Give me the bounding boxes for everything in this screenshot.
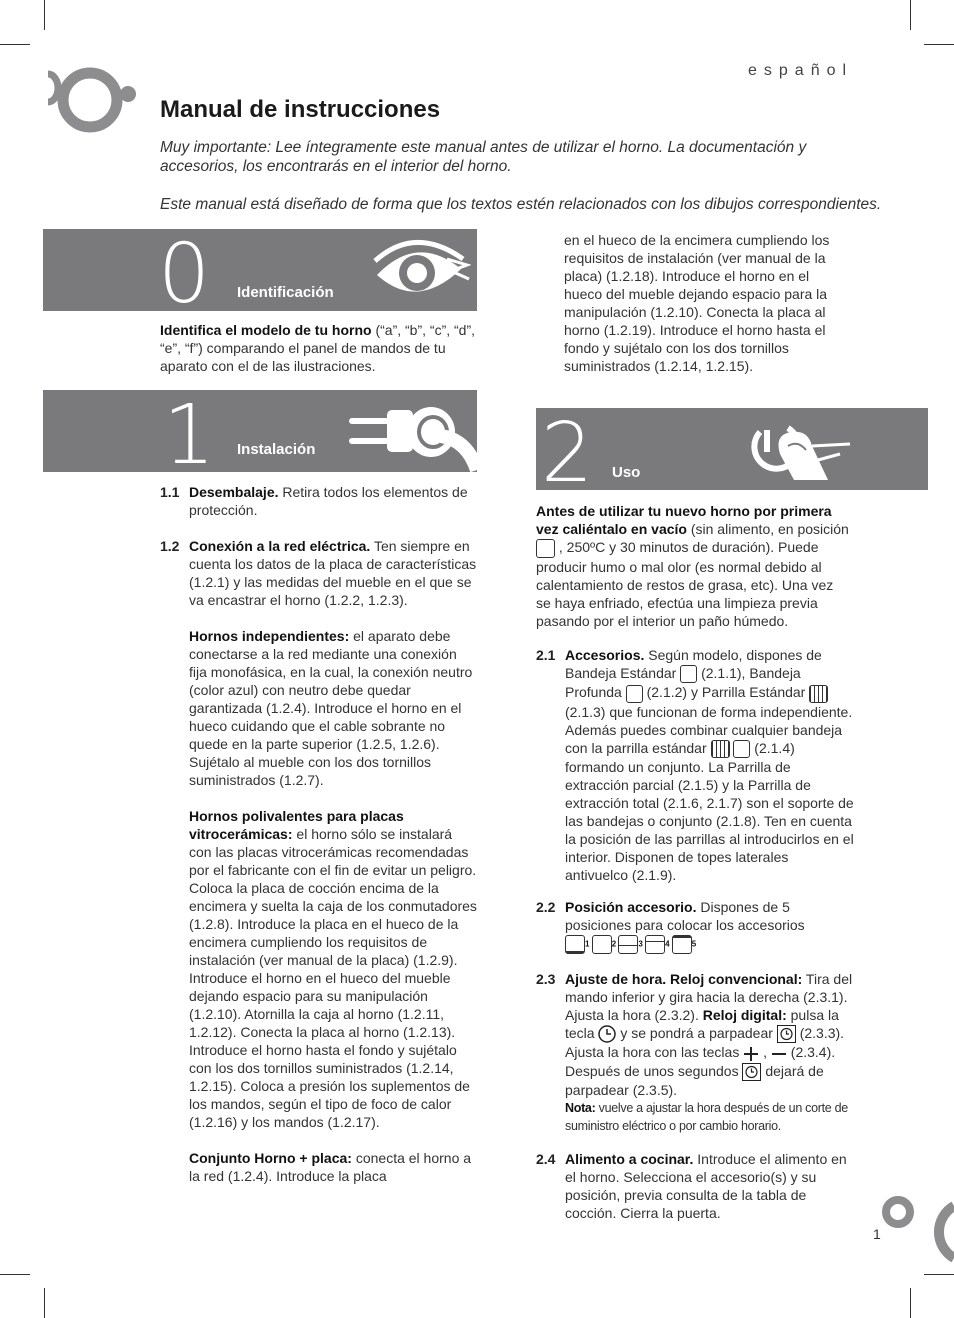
section-label: Identificación [237,284,334,301]
section-1-continuation: en el hueco de la encimera cumpliendo los requisitos de instalación (ver manual de la placa) (1.2.18). Introduce el horno en el hueco del mueble dejando espacio para la manipulación (1.2.10). Conecta la placa al horno (1.2.19). Introduce el horno hasta el fondo y sujétalo con los dos tornillos suministrados (1.2.14, 1.2.15). [564,232,830,374]
body-text: dejará de parpadear (2.3.5). [565,1062,824,1098]
item-title: Accesorios. [565,647,645,663]
body-text: Dispones de 5 posiciones para colocar los accesorios [565,899,805,933]
section-0-text [160,321,476,375]
section-label: Instalación [237,441,316,458]
standard-tray-icon [733,740,750,758]
crop-mark [924,44,954,45]
plus-icon [743,1046,759,1062]
body-text: (2.3.3). Ajusta la hora con las teclas [565,1025,845,1061]
body-text: , [759,1044,771,1061]
position-label: 3 [638,939,643,949]
clock-button-icon [598,1025,616,1043]
emphasis: Antes de utilizar tu nuevo horno por primera vez caliéntalo en vacío [536,503,832,537]
body-text: (2.3.4). Después de unos segundos [565,1044,836,1079]
position-icons [565,935,854,957]
item-2-3 [536,970,854,1135]
item-2-2 [536,898,854,957]
section-2-intro [536,502,850,630]
body-text: (“a”, “b”, “c”, “d”, “e”, “f”) comparando el panel de mandos de tu aparato con el de las ilustraciones. [160,322,476,374]
crop-mark [0,1274,30,1275]
brand-logo-fragment-icon [880,1192,954,1262]
body-text: conecta el horno a la red (1.2.4). Introduce la placa [189,1150,472,1184]
body-text: (2.1.4) formando un conjunto. La Parrilla de extracción parcial (2.1.5) y la Parrilla de extracción total (2.1.6, 2.1.7) son el soporte de las bandejas o conjunto (2.1.8). Ten en cuenta la posición de las parrillas al introducirlos en el interior. Disponen de topes laterales antivuelco (2.1.9). [565,739,854,883]
note [565,1099,854,1135]
shelf-position-icon [672,935,692,954]
position-label: 5 [691,939,697,949]
body-text: pulsa la tecla [565,1007,839,1041]
position-label: 1 [585,939,590,949]
eye-icon [371,239,471,303]
item-title: Desembalaje. [189,484,279,500]
section-banner-uso [536,408,928,490]
subheading: Hornos polivalentes para placas vitrocerámicas: [189,808,404,842]
subheading: Hornos independientes: [189,628,350,644]
body-text: Retira todos los elementos de protección. [189,484,468,518]
body-text: (2.1.3) que funcionan de forma independiente. Además puedes combinar cualquier bandeja con la parrilla estándar [565,703,853,756]
grill-rack-icon [711,740,730,758]
position-label: 2 [611,939,617,949]
body-text: el aparato debe conectarse a la red mediante una conexión fija monofásica, en la cual, la conexión neutro (color azul) con neutro debe quedar garantizada (1.2.4). Introduce el horno en el hueco cuidando que el cable sobrante no quede en la parte superior (1.2.5, 1.2.6). Sujétalo al mueble con los dos tornillos suministrados (1.2.7). [189,628,473,788]
crop-mark [910,0,911,30]
section-label: Uso [612,464,641,481]
intro-paragraph: Muy importante: Lee íntegramente este manual antes de utilizar el horno. La documentación y accesorios, los encontrarás en el interior del horno. [160,139,807,175]
section-number: 2 [541,408,594,490]
body-text: Introduce el alimento en el horno. Selecciona el accesorio(s) y su posición, previa consulta de la tabla de cocción. Cierra la puerta. [565,1151,847,1221]
item-number: 2.3 [536,971,556,987]
shelf-position-icon [592,935,612,954]
shelf-position-icon [565,935,585,954]
standard-tray-icon [680,665,697,683]
clock-display-icon [777,1025,796,1043]
item-number: 1.2 [160,538,180,554]
section-banner-identificacion [43,229,477,311]
body-text: el horno sólo se instalará con las placas vitrocerámicas recomendadas por el fabricante con el fin de evitar un peligro. Coloca la placa de cocción encima de la encimera y suelta la caja de los conmutadores (1.2.8). Introduce la placa en el hueco de la encimera cumpliendo los requisitos de instalación (ver manual de la placa) (1.2.9). Introduce el horno en el hueco del mueble dejando espacio para su manipulación (1.2.10). Atornilla la caja al horno (1.2.11, 1.2.12). Conecta la placa al horno (1.2.13). Introduce el horno hasta el fondo y sujétalo con los dos tornillos suministrados (1.2.14, 1.2.15). Coloca a presión los suplementos de los mandos, según el tipo de foco de calor (1.2.16) y los mandos (1.2.17). [189,826,477,1130]
note-label: Nota: [565,1100,596,1115]
crop-mark [44,0,45,30]
body-text: , 250ºC y 30 minutos de duración). Puede producir humo o mal olor (es normal debido al calentamiento de restos de grasa, etc). Una vez se haya enfriado, efectúa una limpieza previa pasando por el interior un paño húmedo. [536,539,834,629]
item-number: 1.1 [160,484,180,500]
note-text: vuelve a ajustar la hora después de un corte de suministro eléctrico o por cambio horario. [565,1100,848,1133]
item-1-1 [160,483,478,519]
plug-icon [343,396,477,472]
page-title: Manual de instrucciones [160,96,441,123]
shelf-position-icon [645,935,665,954]
item-1-2 [160,537,478,1185]
crop-mark [44,1288,45,1318]
section-number: 0 [158,229,211,311]
crop-mark [910,1288,911,1318]
clock-display-icon [742,1063,761,1081]
item-title: Conexión a la red eléctrica. [189,538,371,554]
body-text: Tira del mando inferior y gira hacia la derecha (2.3.1). Ajusta la hora (2.3.2). [565,971,853,1023]
minus-icon [771,1049,787,1059]
subheading: Conjunto Horno + placa: [189,1150,352,1166]
item-subtitle: Reloj digital: [702,1007,787,1023]
emphasis: Identifica el modelo de tu horno [160,322,372,338]
body-text: Según modelo, dispones de Bandeja Estándar [565,647,822,681]
section-number: 1 [163,390,216,472]
language-label: español [748,62,854,79]
item-title: Posición accesorio. [565,899,697,915]
item-number: 2.2 [536,899,556,915]
position-label: 4 [665,939,670,949]
body-text: Ten siempre en cuenta los datos de la placa de características (1.2.1) y las medidas del mueble en el que se va encastrar el horno (1.2.2, 1.2.3). [189,538,477,608]
crop-mark [0,44,30,45]
body-text: (2.1.1), Bandeja Profunda [565,665,801,701]
item-title: Ajuste de hora. Reloj convencional: [565,971,803,987]
body-text: y se pondrá a parpadear [616,1025,777,1041]
item-number: 2.1 [536,647,556,663]
empty-oven-mode-icon [536,539,555,558]
touch-control-icon [742,420,862,484]
intro-paragraph: Este manual está diseñado de forma que los textos estén relacionados con los dibujos correspondientes. [160,196,882,213]
brand-logo-icon [40,66,140,138]
page-number: 1 [873,1226,881,1242]
section-banner-instalacion [43,390,477,472]
shelf-position-icon [618,935,638,954]
item-2-4 [536,1150,854,1222]
item-number: 2.4 [536,1151,556,1167]
item-title: Alimento a cocinar. [565,1151,694,1167]
body-text: (2.1.2) y Parrilla Estándar [642,684,810,701]
item-2-1 [536,646,854,884]
body-text: (sin alimento, en posición [686,521,849,537]
grill-rack-icon [809,685,828,703]
deep-tray-icon [626,685,643,703]
crop-mark [924,1274,954,1275]
